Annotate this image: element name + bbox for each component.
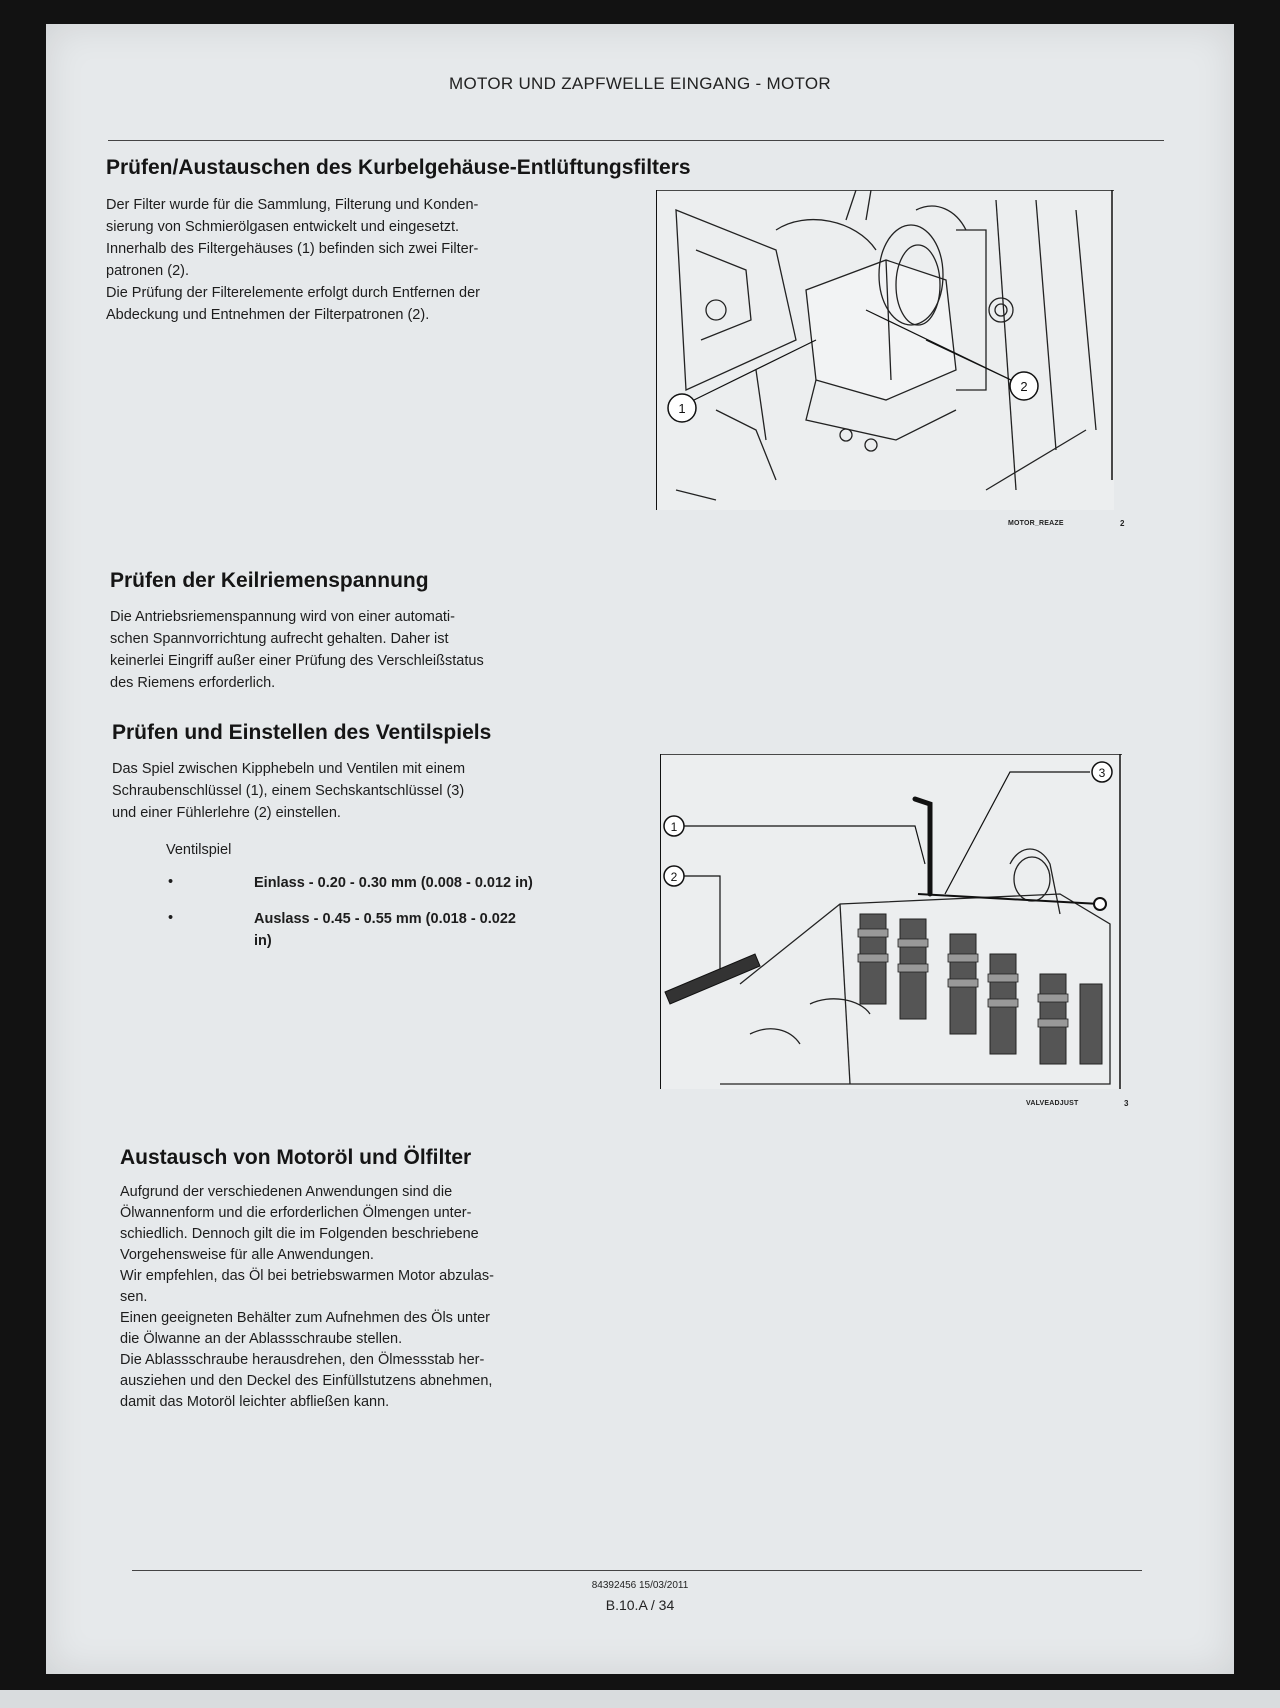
- section-title-filter: Prüfen/Austauschen des Kurbelgehäuse-Entlüftungsfilters: [106, 156, 691, 179]
- section-text-valve: Das Spiel zwischen Kipphebeln und Ventilen mit einem Schraubenschlüssel (1), einem Sechskantschlüssel (3) und einer Fühlerlehre (2) einstellen.: [112, 761, 466, 821]
- page-header-title: MOTOR UND ZAPFWELLE EINGANG - MOTOR: [448, 74, 831, 93]
- spec-bullet-auslass: •: [168, 910, 174, 926]
- figure-valve-adjust: [660, 754, 1122, 1089]
- spec-bullet-einlass: •: [168, 874, 174, 890]
- footer-doc-ref: 84392456 15/03/2011: [591, 1580, 689, 1591]
- figure-valve-number: 3: [1124, 1099, 1129, 1108]
- callout-3: 3: [1098, 766, 1106, 780]
- spec-auslass: Auslass - 0.45 - 0.55 mm (0.018 - 0.022 in): [254, 911, 516, 949]
- section-title-valve: Prüfen und Einstellen des Ventilspiels: [112, 721, 492, 744]
- manual-page: [46, 24, 1234, 1674]
- filter-housing-drawing: [656, 190, 1114, 510]
- section-text-belt: Die Antriebsriemenspannung wird von einer automati- schen Spannvorrichtung aufrecht gehalten. Daher ist keinerlei Eingriff außer einer Prüfung des Verschleißstatus des Riemens erforderlich.: [110, 609, 484, 691]
- section-title-oil: Austausch von Motoröl und Ölfilter: [120, 1146, 472, 1169]
- figure-filter-number: 2: [1120, 519, 1125, 528]
- section-text-oil: Aufgrund der verschiedenen Anwendungen sind die Ölwannenform und die erforderlichen Ölmengen unter- schiedlich. Dennoch gilt die im Folgenden beschriebene Vorgehensweise für alle Anwendungen. Wir empfehlen, das Öl bei betriebswarmen Motor abzulas- sen. Einen geeigneten Behälter zum Aufnehmen des Öls unter die Ölwanne an der Ablassschraube stellen. Die Ablassschraube herausdrehen, den Ölmessstab her- ausziehen und den Deckel des Einfüllstutzens abnehmen, damit das Motoröl leichter abfließen kann.: [120, 1184, 494, 1410]
- section-text-filter: Der Filter wurde für die Sammlung, Filterung und Konden- sierung von Schmierölgasen entwickelt und eingesetzt. Innerhalb des Filtergehäuses (1) befinden sich zwei Filter- patronen (2). Die Prüfung der Filterelemente erfolgt durch Entfernen der Abdeckung und Entnehmen der Filterpatronen (2).: [106, 197, 480, 323]
- footer-rule: [132, 1570, 1142, 1571]
- section-title-belt: Prüfen der Keilriemenspannung: [110, 569, 429, 592]
- spec-einlass: Einlass - 0.20 - 0.30 mm (0.008 - 0.012 in): [254, 875, 533, 891]
- callout-2: 2: [1020, 379, 1028, 394]
- callout-1: 1: [678, 401, 686, 416]
- figure-valve-caption: VALVEADJUST: [1026, 1100, 1079, 1107]
- header-rule: [108, 140, 1164, 141]
- screen-bottom-strip: [0, 1690, 1280, 1708]
- callout-1: 1: [670, 820, 678, 834]
- footer-page-number: B.10.A / 34: [605, 1597, 675, 1613]
- spec-label-ventilspiel: Ventilspiel: [166, 842, 232, 858]
- callout-2: 2: [670, 870, 678, 884]
- figure-filter-caption: MOTOR_REAZE: [1008, 520, 1064, 527]
- valve-adjust-drawing: [660, 754, 1122, 1089]
- figure-filter-housing: [656, 190, 1114, 510]
